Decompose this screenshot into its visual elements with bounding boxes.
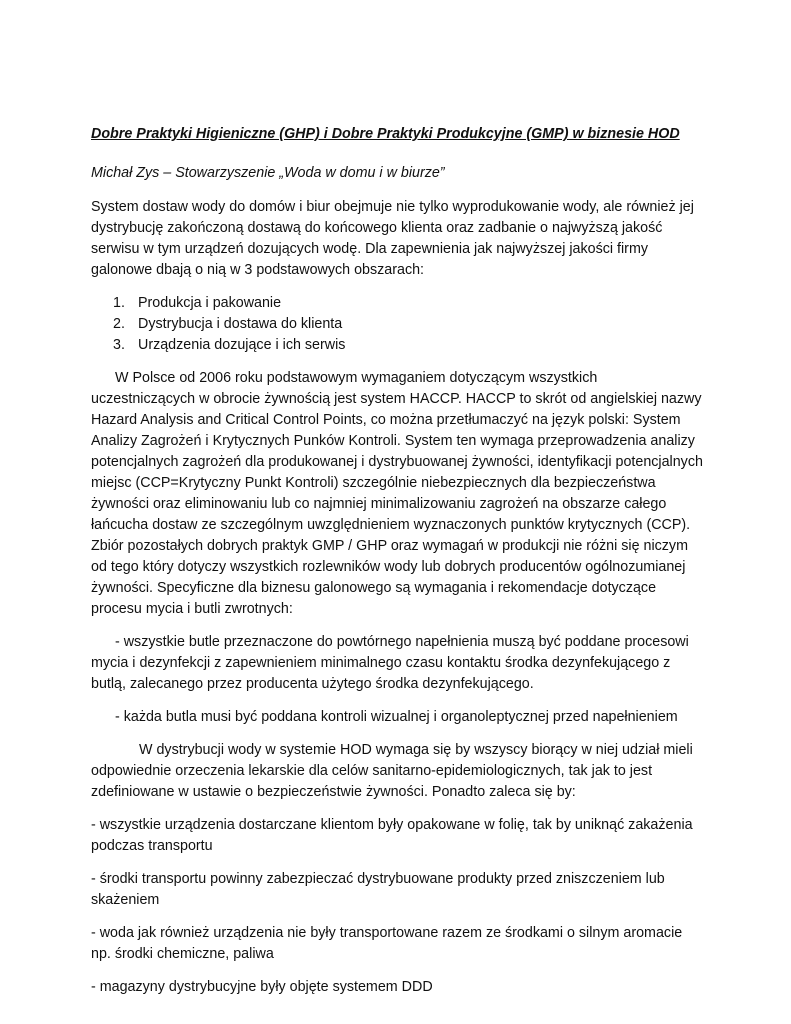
list-item-text: Produkcja i pakowanie: [138, 295, 282, 311]
list-number: 2.: [113, 316, 125, 332]
list-item: [91, 335, 703, 356]
bottle-item: - wszystkie butle przeznaczone do powtórnego napełnienia muszą być poddane procesowi mycia i dezynfekcji z zapewnieniem minimalnego czasu kontaktu środka dezynfekującego z butlą, zalecanego przez producenta użytego środka dezynfekującego.: [91, 634, 689, 692]
list-item-text: Urządzenia dozujące i ich serwis: [138, 337, 346, 353]
list-number: 3.: [113, 337, 125, 353]
bottle-item: - każda butla musi być poddana kontroli wizualnej i organoleptycznej przed napełnieniem: [115, 709, 678, 725]
distribution-item: - magazyny dystrybucyjne były objęte systemem DDD: [91, 979, 433, 995]
distribution-item: - woda jak również urządzenia nie były transportowane razem ze środkami o silnym aromacie np. środki chemiczne, paliwa: [91, 925, 683, 962]
document-title: Dobre Praktyki Higieniczne (GHP) i Dobre Praktyki Produkcyjne (GMP) w biznesie HOD: [91, 126, 680, 142]
distribution-paragraph: W dystrybucji wody w systemie HOD wymaga się by wszyscy biorący w niej udział mieli odpowiednie orzeczenia lekarskie dla celów sanitarno-epidemiologicznych, tak jak to jest zdefiniowane w ustawie o bezpieczeństwie żywności. Ponadto zaleca się by:: [91, 742, 693, 800]
haccp-paragraph: W Polsce od 2006 roku podstawowym wymaganiem dotyczącym wszystkich uczestniczących w obrocie żywnością jest system HACCP. HACCP to skrót od angielskiej nazwy Hazard Analysis and Critical Control Points, co można przetłumaczyć na język polski: System Analizy Zagrożeń i Krytycznych Punków Kontroli. System ten wymaga przeprowadzenia analizy potencjalnych zagrożeń dla produkowanej i dystrybuowanej żywności, identyfikacji potencjalnych miejsc (CCP=Krytyczny Punkt Kontroli) szczególnie niebezpiecznych dla bezpieczeństwa żywności oraz eliminowaniu lub co najmniej minimalizowaniu zagrożeń na obszarze całego łańcucha dostaw ze szczególnym uwzględnieniem wyznaczonych punktów krytycznych (CCP). Zbiór pozostałych dobrych praktyk GMP / GHP oraz wymagań w produkcji nie różni się niczym od tego który dotyczy wszystkich rozlewników wody lub dobrych producentów ogólnozumianej żywności. Specyficzne dla biznesu galonowego są wymagania i rekomendacje dotyczące procesu mycia i butli zwrotnych:: [91, 370, 703, 617]
document-author: Michał Zys – Stowarzyszenie „Woda w domu i w biurze”: [91, 165, 445, 181]
list-item: [91, 314, 703, 335]
intro-paragraph: System dostaw wody do domów i biur obejmuje nie tylko wyprodukowanie wody, ale również jej dystrybucję zakończoną dostawą do końcowego klienta oraz zadbanie o najwyższą jakość serwisu w tym urządzeń dozujących wodę. Dla zapewnienia jak najwyższej jakości firmy galonowe dbają o nią w 3 podstawowych obszarach:: [91, 199, 694, 278]
list-item-text: Dystrybucja i dostawa do klienta: [138, 316, 343, 332]
areas-list: [91, 293, 703, 356]
list-number: 1.: [113, 295, 125, 311]
document-page: [91, 124, 703, 1010]
distribution-item: - wszystkie urządzenia dostarczane klientom były opakowane w folię, tak by uniknąć zakażenia podczas transportu: [91, 817, 693, 854]
distribution-item: - środki transportu powinny zabezpieczać dystrybuowane produkty przed zniszczeniem lub skażeniem: [91, 871, 665, 908]
list-item: [91, 293, 703, 314]
